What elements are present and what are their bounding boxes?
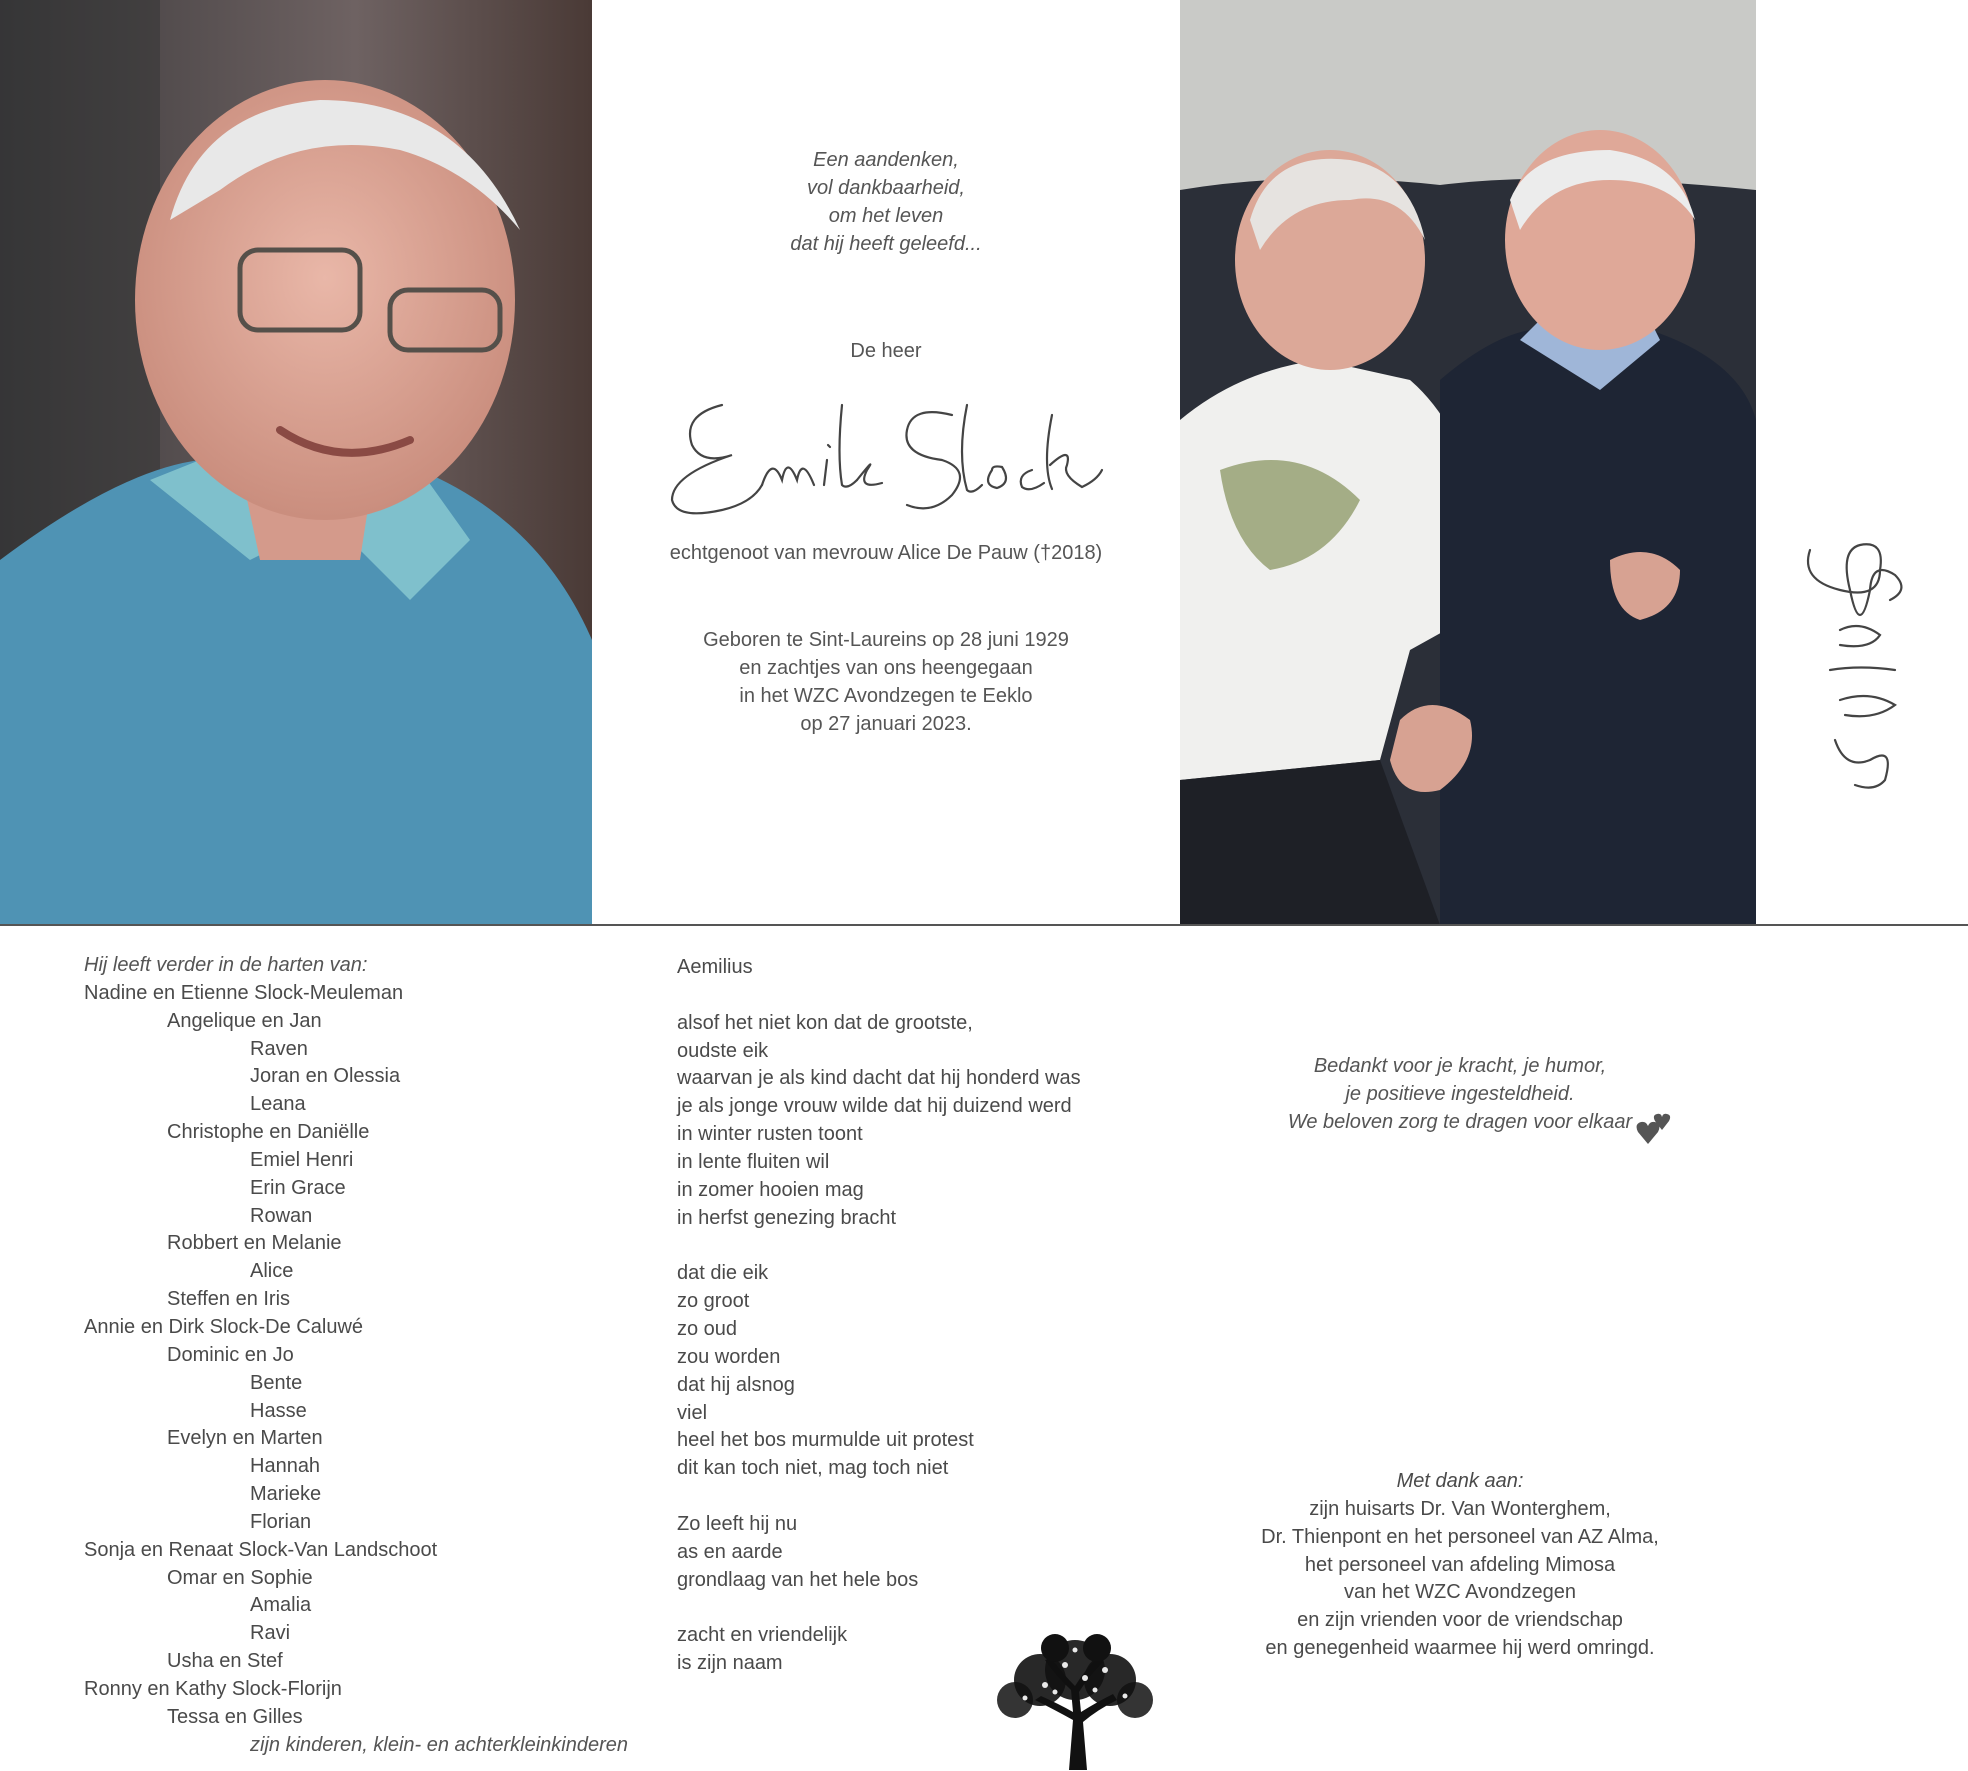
portrait-photo bbox=[0, 0, 592, 925]
acknowledgement-line: van het WZC Avondzegen bbox=[1344, 1581, 1576, 1604]
poem-line: in herfst genezing bracht bbox=[677, 1206, 897, 1229]
family-entry: Tessa en Gilles bbox=[167, 1705, 303, 1728]
family-closing: zijn kinderen, klein- en achterkleinkinderen bbox=[250, 1733, 628, 1756]
family-entry: Sonja en Renaat Slock-Van Landschoot bbox=[84, 1538, 438, 1561]
front-text-panel bbox=[592, 0, 1180, 924]
poem-line: dit kan toch niet, mag toch niet bbox=[677, 1457, 949, 1480]
poem-line: is zijn naam bbox=[677, 1652, 783, 1675]
family-entry: Raven bbox=[250, 1037, 308, 1060]
family-entry: Christophe en Daniëlle bbox=[167, 1121, 370, 1144]
birth-line: Geboren te Sint-Laureins op 28 juni 1929 bbox=[703, 629, 1069, 651]
poem-line: Zo leeft hij nu bbox=[677, 1512, 798, 1535]
acknowledgement-line: het personeel van afdeling Mimosa bbox=[1304, 1553, 1616, 1576]
family-entry: Steffen en Iris bbox=[167, 1288, 291, 1311]
poem bbox=[677, 954, 1081, 1678]
family-entry: Ronny en Kathy Slock-Florijn bbox=[84, 1677, 342, 1700]
acknowledgement-line: zijn huisarts Dr. Van Wonterghem, bbox=[1309, 1497, 1611, 1520]
family-entry: Evelyn en Marten bbox=[167, 1427, 323, 1450]
poem-line bbox=[677, 1232, 1081, 1260]
thanks-verse-line: Bedankt voor je kracht, je humor, bbox=[1313, 1055, 1607, 1077]
poem-line: in zomer hooien mag bbox=[677, 1178, 864, 1201]
birth-line: en zachtjes van ons heengegaan bbox=[739, 657, 1033, 679]
verse-line: vol dankbaarheid, bbox=[807, 177, 965, 199]
family-entry: Bente bbox=[250, 1371, 303, 1394]
poem-line: grondlaag van het hele bos bbox=[677, 1568, 919, 1591]
poem-line bbox=[677, 982, 1081, 1010]
hearts-icon bbox=[1636, 1110, 1672, 1146]
verse-line: dat hij heeft geleefd... bbox=[790, 233, 982, 255]
family-entry: Erin Grace bbox=[250, 1176, 346, 1199]
birth-line: in het WZC Avondzegen te Eeklo bbox=[739, 685, 1033, 707]
family-entry: Annie en Dirk Slock-De Caluwé bbox=[84, 1315, 364, 1338]
poem-line: dat die eik bbox=[677, 1262, 769, 1285]
spouse-line: echtgenoot van mevrouw Alice De Pauw (†2018) bbox=[669, 542, 1103, 564]
poem-line bbox=[677, 1594, 1081, 1622]
acknowledgement-line: en zijn vrienden voor de vriendschap bbox=[1297, 1609, 1623, 1632]
couple-photo bbox=[1180, 0, 1756, 925]
family-entry: Usha en Stef bbox=[167, 1650, 283, 1673]
family-entry: Leana bbox=[250, 1093, 306, 1116]
fold-line bbox=[0, 924, 1968, 926]
name-signature bbox=[652, 385, 1122, 525]
acknowledgements bbox=[1200, 1468, 1720, 1663]
poem-line: dat hij alsnog bbox=[677, 1373, 795, 1396]
poem-line: zo oud bbox=[677, 1317, 738, 1340]
verse-line: om het leven bbox=[828, 205, 944, 227]
family-entry: Marieke bbox=[250, 1483, 322, 1506]
family-entry: Ravi bbox=[250, 1622, 291, 1645]
poem-line: heel het bos murmulde uit protest bbox=[677, 1429, 974, 1452]
family-entry: Hannah bbox=[250, 1455, 321, 1478]
poem-line bbox=[677, 1483, 1081, 1511]
family-entry: Hasse bbox=[250, 1399, 307, 1422]
poem-line: je als jonge vrouw wilde dat hij duizend werd bbox=[677, 1095, 1072, 1118]
family-entry: Omar en Sophie bbox=[167, 1566, 313, 1589]
family-entry: Joran en Olessia bbox=[250, 1065, 401, 1088]
family-entry: Robbert en Melanie bbox=[167, 1232, 342, 1255]
poem-line: zo groot bbox=[677, 1290, 750, 1313]
thanks-verse-line: je positieve ingesteldheid. bbox=[1345, 1083, 1575, 1105]
thanks-verse-line: We beloven zorg te dragen voor elkaar bbox=[1287, 1111, 1633, 1133]
family-entry: Amalia bbox=[250, 1594, 312, 1617]
verse-line: Een aandenken, bbox=[813, 149, 959, 171]
poem-line: waarvan je als kind dacht dat hij honderd was bbox=[677, 1067, 1081, 1090]
acknowledgement-line: Dr. Thienpont en het personeel van AZ Alma, bbox=[1261, 1525, 1659, 1548]
acknowledgements-heading: Met dank aan: bbox=[1396, 1470, 1524, 1492]
poem-line: in winter rusten toont bbox=[677, 1123, 863, 1146]
poem-line: zou worden bbox=[677, 1345, 781, 1368]
family-entry: Florian bbox=[250, 1510, 312, 1533]
side-name-signature bbox=[1800, 530, 1910, 800]
family-intro: Hij leeft verder in de harten van: bbox=[84, 954, 368, 976]
acknowledgement-line: en genegenheid waarmee hij werd omringd. bbox=[1265, 1637, 1655, 1660]
poem-title: Aemilius bbox=[677, 956, 753, 978]
poem-line: zacht en vriendelijk bbox=[677, 1624, 848, 1647]
family-entry: Emiel Henri bbox=[250, 1148, 354, 1171]
poem-line: in lente fluiten wil bbox=[677, 1150, 830, 1173]
family-entry: Alice bbox=[250, 1260, 294, 1283]
tree-icon bbox=[985, 1630, 1165, 1770]
birth-line: op 27 januari 2023. bbox=[800, 713, 972, 735]
poem-line: alsof het niet kon dat de grootste, bbox=[677, 1011, 973, 1034]
poem-line: as en aarde bbox=[677, 1540, 783, 1563]
life-dates bbox=[592, 626, 1180, 738]
thanks-verse bbox=[1240, 1052, 1680, 1136]
poem-line: viel bbox=[677, 1401, 708, 1424]
family-entry: Rowan bbox=[250, 1204, 313, 1227]
poem-line: oudste eik bbox=[677, 1039, 769, 1062]
family-entry: Dominic en Jo bbox=[167, 1343, 294, 1366]
honorific: De heer bbox=[850, 340, 922, 362]
memorial-verse bbox=[592, 146, 1180, 258]
family-entry: Angelique en Jan bbox=[167, 1009, 322, 1032]
family-entry: Nadine en Etienne Slock-Meuleman bbox=[84, 981, 404, 1004]
family-list bbox=[84, 952, 628, 1759]
